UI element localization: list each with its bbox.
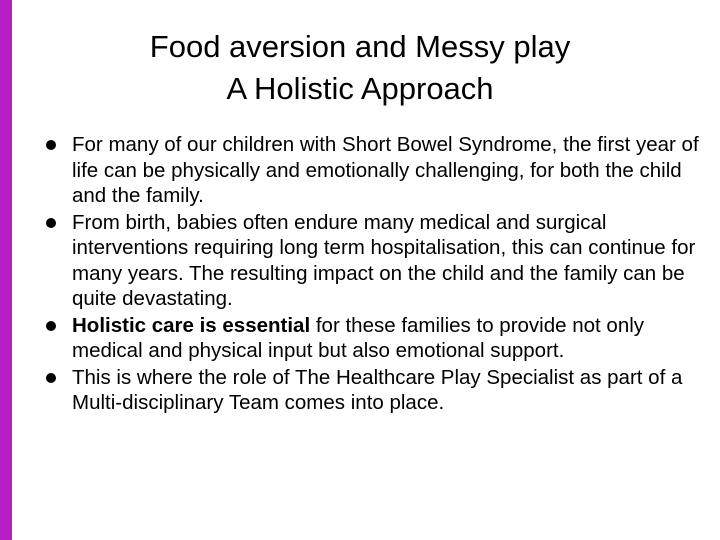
bullet-item [40,210,700,312]
bullet-text: for these families to provide not only medical and physical input but also emotional support. [72,313,645,362]
bullet-text: This is where the role of The Healthcare Play Specialist as part of a Multi-disciplinary Team comes into place. [72,365,683,414]
title-line-1: Food aversion and Messy play [149,29,571,64]
bullet-dot-icon [46,321,56,331]
bullet-item [40,313,700,364]
bullet-bold-text: Holistic care is essential [72,313,311,337]
slide-title [0,26,720,110]
bullet-dot-icon [46,373,56,383]
bullet-text: From birth, babies often endure many medical and surgical interventions requiring long term hospitalisation, this can continue for many years. The resulting impact on the child and the family can be quite devastating. [72,210,696,310]
bullet-item [40,132,700,209]
bullet-dot-icon [46,218,56,228]
bullet-item [40,365,700,416]
bullet-text: For many of our children with Short Bowel Syndrome, the first year of life can be physically and emotionally challenging, for both the child and the family. [72,133,699,207]
title-line-2: A Holistic Approach [226,71,494,106]
bullet-dot-icon [46,140,56,150]
bullet-list [40,132,700,417]
